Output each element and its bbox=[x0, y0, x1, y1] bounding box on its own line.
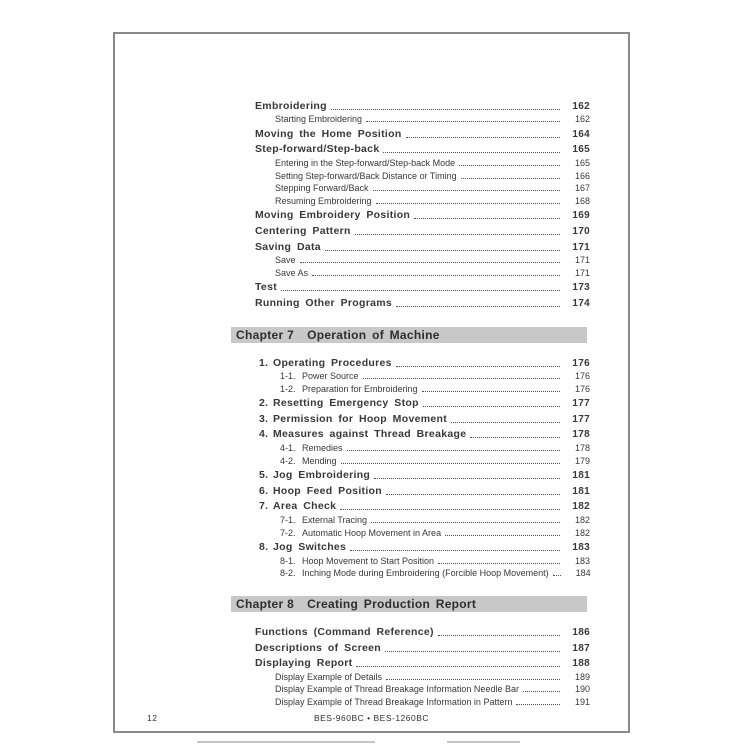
entry-page-number: 182 bbox=[572, 501, 590, 513]
entry-label: Operating Procedures bbox=[273, 356, 392, 369]
toc-entry bbox=[231, 193, 590, 206]
entry-label: Power Source bbox=[302, 371, 359, 382]
dotted-leader bbox=[374, 478, 560, 479]
entry-label: Test bbox=[255, 281, 278, 294]
entry-page-number: 173 bbox=[572, 282, 590, 294]
dotted-leader bbox=[355, 234, 560, 235]
toc-entry bbox=[231, 694, 590, 707]
toc-entry bbox=[231, 253, 590, 266]
chapter-number: Chapter 8 bbox=[236, 597, 295, 612]
entry-label: Mending bbox=[302, 455, 337, 466]
entry-number: 4-2. bbox=[280, 455, 296, 466]
dotted-leader bbox=[385, 651, 560, 652]
entry-page-number: 182 bbox=[574, 515, 590, 526]
toc-entry bbox=[231, 512, 590, 525]
entry-label: Entering in the Step-forward/Step-back Mode bbox=[275, 157, 456, 168]
entry-label: Setting Step-forward/Back Distance or Timing bbox=[275, 170, 457, 181]
entry-label: Area Check bbox=[273, 500, 337, 513]
toc-entry bbox=[231, 669, 590, 682]
entry-label: Centering Pattern bbox=[255, 224, 351, 237]
toc-entry bbox=[231, 353, 590, 369]
toc-entry bbox=[231, 168, 590, 181]
toc-entry bbox=[231, 409, 590, 425]
toc-entry bbox=[231, 206, 590, 222]
entry-number: 7. bbox=[259, 500, 269, 513]
toc-entry bbox=[231, 654, 590, 670]
dotted-leader bbox=[350, 550, 560, 551]
entry-label: Hoop Movement to Start Position bbox=[302, 555, 435, 566]
entry-label: Resuming Embroidering bbox=[275, 195, 372, 206]
entry-page-number: 171 bbox=[572, 241, 590, 253]
entry-page-number: 183 bbox=[574, 555, 590, 566]
entry-page-number: 186 bbox=[572, 627, 590, 638]
toc-entry bbox=[231, 278, 590, 294]
entry-label: Saving Data bbox=[255, 240, 321, 253]
dotted-leader bbox=[376, 203, 560, 204]
dotted-leader bbox=[438, 563, 560, 564]
toc-entry bbox=[231, 497, 590, 513]
page-footer bbox=[115, 713, 628, 725]
entry-label: Jog Switches bbox=[273, 541, 347, 554]
entry-page-number: 181 bbox=[572, 485, 590, 497]
entry-page-number: 169 bbox=[572, 210, 590, 222]
dotted-leader bbox=[461, 178, 560, 179]
toc-entry bbox=[231, 112, 590, 125]
dotted-leader bbox=[373, 190, 560, 191]
entry-label: Descriptions of Screen bbox=[255, 641, 381, 654]
dotted-leader bbox=[445, 535, 560, 536]
dotted-leader bbox=[356, 666, 560, 667]
entry-number: 7-2. bbox=[280, 527, 296, 538]
entry-page-number: 191 bbox=[574, 696, 590, 707]
toc-entry bbox=[231, 140, 590, 156]
dotted-leader bbox=[383, 152, 560, 153]
dotted-leader bbox=[396, 306, 560, 307]
dotted-leader bbox=[386, 494, 560, 495]
entry-page-number: 187 bbox=[572, 642, 590, 654]
toc-entry bbox=[231, 466, 590, 482]
document-reference: BES-960BC • BES-1260BC bbox=[313, 713, 430, 723]
toc-entry bbox=[231, 369, 590, 382]
entry-page-number: 174 bbox=[572, 297, 590, 309]
entry-page-number: 177 bbox=[572, 398, 590, 410]
entry-page-number: 162 bbox=[572, 100, 590, 112]
toc-entry bbox=[231, 440, 590, 453]
dotted-leader bbox=[523, 691, 560, 692]
toc-entry bbox=[231, 425, 590, 441]
dotted-leader bbox=[363, 378, 560, 379]
entry-page-number: 189 bbox=[574, 671, 590, 682]
entry-label: Display Example of Thread Breakage Information in Pattern bbox=[275, 696, 513, 707]
entry-label: Displaying Report bbox=[255, 657, 353, 670]
dotted-leader bbox=[553, 575, 561, 576]
toc-entry bbox=[231, 155, 590, 168]
toc-entry bbox=[231, 265, 590, 278]
dotted-leader bbox=[414, 218, 560, 219]
dotted-leader bbox=[312, 275, 560, 276]
entry-page-number: 178 bbox=[574, 443, 590, 454]
dotted-leader bbox=[341, 463, 560, 464]
entry-number: 3. bbox=[259, 412, 269, 425]
entry-label: Moving the Home Position bbox=[255, 127, 402, 140]
dotted-leader bbox=[371, 522, 560, 523]
entry-label: Functions (Command Reference) bbox=[255, 626, 434, 638]
chapter-heading bbox=[231, 596, 587, 612]
entry-page-number: 176 bbox=[574, 383, 590, 394]
dotted-leader bbox=[325, 250, 560, 251]
toc-entry bbox=[231, 453, 590, 466]
entry-number: 1-2. bbox=[280, 383, 296, 394]
entry-label: Permission for Hoop Movement bbox=[273, 412, 448, 425]
entry-page-number: 165 bbox=[574, 157, 590, 168]
entry-label: Save bbox=[275, 255, 296, 266]
dotted-leader bbox=[406, 137, 560, 138]
entry-number: 2. bbox=[259, 397, 269, 410]
entry-page-number: 162 bbox=[574, 114, 590, 125]
toc-entry bbox=[231, 381, 590, 394]
entry-label: Resetting Emergency Stop bbox=[273, 397, 419, 410]
entry-label: Embroidering bbox=[255, 99, 327, 112]
dotted-leader bbox=[451, 422, 560, 423]
entry-number: 8. bbox=[259, 541, 269, 554]
toc-entry bbox=[231, 394, 590, 410]
entry-label: Moving Embroidery Position bbox=[255, 209, 411, 222]
entry-page-number: 184 bbox=[575, 568, 591, 579]
entry-label: Starting Embroidering bbox=[275, 114, 363, 125]
entry-label: Automatic Hoop Movement in Area bbox=[302, 527, 442, 538]
folio-page-number: 12 bbox=[147, 713, 158, 723]
chapter-heading bbox=[231, 327, 587, 343]
dotted-leader bbox=[422, 391, 560, 392]
entry-label: Preparation for Embroidering bbox=[302, 383, 418, 394]
toc-entry bbox=[231, 237, 590, 253]
dotted-leader bbox=[340, 509, 560, 510]
toc-entry bbox=[231, 293, 590, 309]
entry-page-number: 177 bbox=[572, 413, 590, 425]
toc-entry bbox=[231, 622, 590, 638]
toc-entry bbox=[231, 553, 590, 566]
entry-page-number: 165 bbox=[572, 144, 590, 156]
entry-label: Display Example of Details bbox=[275, 671, 383, 682]
dotted-leader bbox=[438, 635, 560, 636]
entry-label: Measures against Thread Breakage bbox=[273, 428, 467, 441]
toc-entry bbox=[231, 638, 590, 654]
entry-label: Running Other Programs bbox=[255, 296, 393, 309]
entry-page-number: 171 bbox=[574, 255, 590, 266]
entry-page-number: 179 bbox=[574, 455, 590, 466]
entry-page-number: 171 bbox=[574, 267, 590, 278]
toc-entry bbox=[231, 525, 590, 538]
entry-page-number: 190 bbox=[574, 684, 590, 695]
entry-page-number: 181 bbox=[572, 470, 590, 482]
entry-label: External Tracing bbox=[302, 515, 368, 526]
dotted-leader bbox=[347, 450, 560, 451]
entry-number: 5. bbox=[259, 469, 269, 482]
entry-label: Step-forward/Step-back bbox=[255, 143, 380, 156]
entry-page-number: 167 bbox=[574, 183, 590, 194]
entry-number: 1-1. bbox=[280, 371, 296, 382]
toc-entry bbox=[231, 181, 590, 194]
entry-label: Inching Mode during Embroidering (Forcible Hoop Movement) bbox=[302, 568, 549, 579]
entry-number: 8-2. bbox=[280, 568, 296, 579]
entry-label: Jog Embroidering bbox=[273, 469, 371, 482]
toc-entry bbox=[231, 566, 590, 579]
entry-page-number: 176 bbox=[574, 371, 590, 382]
entry-page-number: 176 bbox=[572, 357, 590, 369]
toc-entry bbox=[231, 124, 590, 140]
dotted-leader bbox=[516, 704, 560, 705]
next-page-thumbnail-edge bbox=[447, 741, 520, 750]
document-page bbox=[113, 32, 630, 733]
entry-number: 4. bbox=[259, 428, 269, 441]
next-page-thumbnail-edge bbox=[197, 741, 375, 750]
toc-entry bbox=[231, 481, 590, 497]
entry-label: Display Example of Thread Breakage Information Needle Bar bbox=[275, 684, 519, 695]
entry-number: 7-1. bbox=[280, 515, 296, 526]
entry-label: Save As bbox=[275, 267, 309, 278]
dotted-leader bbox=[396, 366, 560, 367]
entry-label: Hoop Feed Position bbox=[273, 484, 382, 497]
entry-page-number: 166 bbox=[574, 170, 590, 181]
entry-page-number: 170 bbox=[572, 225, 590, 237]
entry-page-number: 182 bbox=[574, 527, 590, 538]
entry-number: 6. bbox=[259, 484, 269, 497]
dotted-leader bbox=[470, 437, 560, 438]
dotted-leader bbox=[423, 406, 560, 407]
dotted-leader bbox=[281, 290, 560, 291]
entry-number: 4-1. bbox=[280, 443, 296, 454]
toc-entry bbox=[231, 538, 590, 554]
dotted-leader bbox=[366, 121, 560, 122]
entry-page-number: 178 bbox=[572, 429, 590, 441]
toc-sections bbox=[231, 96, 590, 707]
chapter-title: Creating Production Report bbox=[307, 597, 477, 612]
chapter-title: Operation of Machine bbox=[307, 327, 440, 342]
entry-number: 1. bbox=[259, 356, 269, 369]
toc-entry bbox=[231, 96, 590, 112]
entry-page-number: 183 bbox=[572, 542, 590, 554]
entry-page-number: 168 bbox=[574, 195, 590, 206]
dotted-leader bbox=[386, 679, 560, 680]
dotted-leader bbox=[459, 165, 560, 166]
entry-page-number: 188 bbox=[572, 658, 590, 670]
entry-number: 8-1. bbox=[280, 555, 296, 566]
toc-entry bbox=[231, 221, 590, 237]
entry-label: Stepping Forward/Back bbox=[275, 183, 369, 194]
entry-label: Remedies bbox=[302, 443, 343, 454]
toc-entry bbox=[231, 682, 590, 695]
dotted-leader bbox=[300, 262, 560, 263]
dotted-leader bbox=[331, 109, 560, 110]
chapter-number: Chapter 7 bbox=[236, 327, 295, 342]
entry-page-number: 164 bbox=[572, 128, 590, 140]
